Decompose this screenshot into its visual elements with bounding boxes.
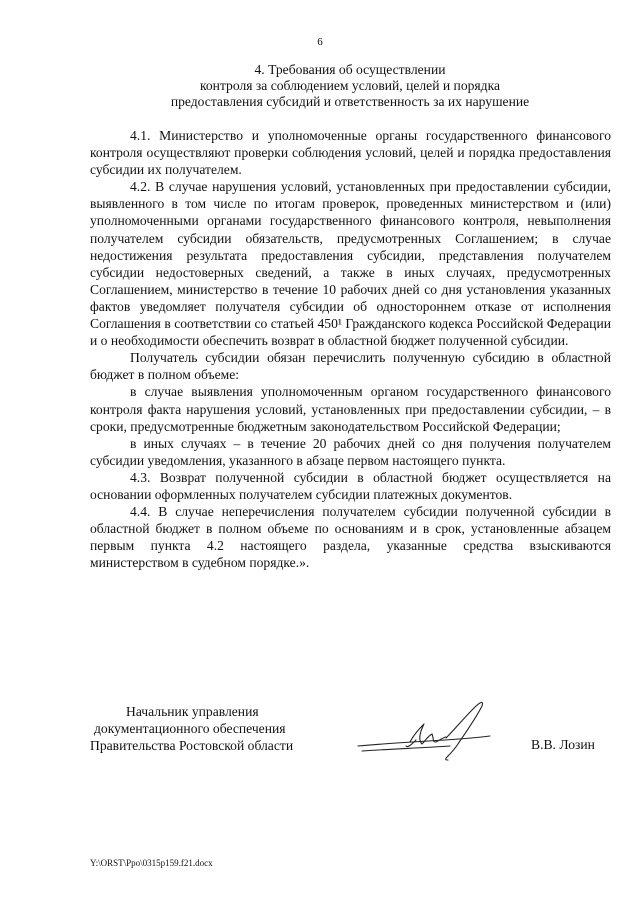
page-number: 6 (317, 36, 323, 48)
section-heading (90, 62, 610, 110)
signatory-line-3: Правительства Ростовской области (90, 738, 294, 753)
handwritten-signature-icon (350, 694, 510, 774)
paragraph-obligation: Получатель субсидии обязан перечислить полученную субсидию в областной бюджет в полном объеме: (90, 350, 611, 383)
heading-line-2: контроля за соблюдением условий, целей и порядка (199, 78, 501, 93)
paragraph-case-control: в случае выявления уполномоченным органом государственного финансового контроля факта нарушения условий, установленных при предоставлении субсидии, – в сроки, предусмотренные бюджетным законодательством Российской Федерации; (90, 384, 611, 434)
paragraph-4-3: 4.3. Возврат полученной субсидии в областной бюджет осуществляется на основании оформленных получателем субсидии платежных документов. (90, 469, 611, 502)
paragraph-4-1: 4.1. Министерство и уполномоченные органы государственного финансового контроля осуществляют проверки соблюдения условий, целей и порядка предоставления субсидии их получателем. (90, 128, 611, 178)
paragraph-case-other: в иных случаях – в течение 20 рабочих дней со дня получения получателем субсидии уведомления, указанного в абзаце первом настоящего пункта. (90, 435, 611, 468)
heading-line-3: предоставления субсидий и ответственность за их нарушение (170, 94, 530, 109)
signatory-line-1: Начальник управления (126, 704, 259, 719)
signatory-line-2: документационного обеспечения (94, 721, 286, 736)
heading-line-1: 4. Требования об осуществлении (254, 62, 446, 77)
paragraph-4-4: 4.4. В случае неперечисления получателем субсидии полученной субсидии в областной бюджет в полном объеме по основаниям и в срок, установленные абзацем первым пункта 4.2 настоящего раздела, указанные средства взыскиваются министерством в судебном порядке.». (90, 504, 611, 571)
document-body (90, 127, 611, 571)
signatory-name: В.В. Лозин (531, 737, 595, 752)
paragraph-4-2: 4.2. В случае нарушения условий, установленных при предоставлении субсидии, выявленного в том числе по итогам проверок, проведенных министерством и (или) уполномоченными органами государственного финансового контроля, невыполнения получателем субсидии обязательств, предусмотренных Соглашением; в случае недостижения результата предоставления субсидии, представления получателем субсидии недостоверных сведений, а также в иных случаях, предусмотренных Соглашением, министерство в течение 10 рабочих дней со дня установления указанных фактов уведомляет получателя субсидии об одностороннем отказе от исполнения Соглашения в соответствии со статьей 450¹ Гражданского кодекса Российской Федерации и о необходимости обеспечить возврат в областной бюджет полученной субсидии. (90, 179, 611, 349)
footer-file-path: Y:\ORST\Ppo\0315p159.f21.docx (90, 858, 213, 868)
signatory-title (90, 703, 330, 754)
